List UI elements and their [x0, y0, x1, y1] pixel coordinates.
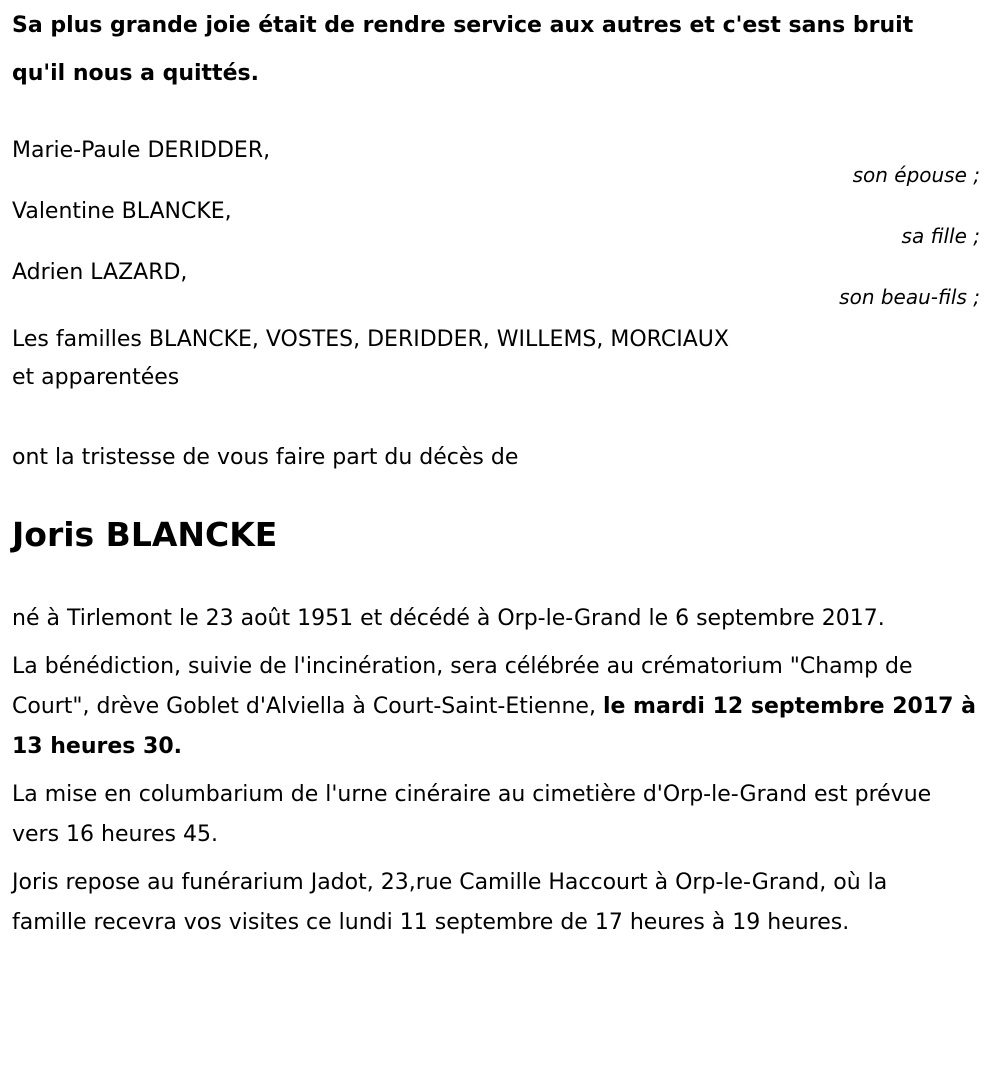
ceremony-info: [12, 647, 980, 767]
ceremony-text: La bénédiction, suivie de l'incinération, sera célébrée au crématorium "Champ de Court", drève Goblet d'Alviella à Court-Saint-Etienne,: [12, 654, 913, 719]
family-member: [12, 138, 980, 186]
family-member: [12, 260, 980, 308]
announcement: ont la tristesse de vous faire part du décès de: [12, 445, 519, 470]
visits-info: Joris repose au funérarium Jadot, 23,rue Camille Haccourt à Orp-le-Grand, où la famille recevra vos visites ce lundi 11 septembre de 17 heures à 19 heures.: [12, 870, 888, 935]
family-member-name: Valentine BLANCKE,: [12, 199, 232, 224]
family-member-relation: son beau-fils ;: [839, 285, 980, 309]
family-member-relation: son épouse ;: [852, 163, 980, 187]
intro-quote-end: qu'il nous a quittés.: [12, 61, 259, 86]
deceased-name: Joris BLANCKE: [12, 515, 278, 554]
other-families: Les familles BLANCKE, VOSTES, DERIDDER, WILLEMS, MORCIAUX et apparentées: [12, 327, 729, 390]
columbarium-info: La mise en columbarium de l'urne cinéraire au cimetière d'Orp-le-Grand est prévue vers 16 heures 45.: [12, 782, 932, 847]
family-member-name: Adrien LAZARD,: [12, 260, 188, 285]
family-member: [12, 199, 980, 247]
family-member-name: Marie-Paule DERIDDER,: [12, 138, 271, 163]
family-list: [12, 138, 980, 397]
birth-death-info: né à Tirlemont le 23 août 1951 et décédé à Orp-le-Grand le 6 septembre 2017.: [12, 606, 885, 631]
family-member-relation: sa fille ;: [901, 224, 980, 248]
intro-quote: Sa plus grande joie était de rendre service aux autres et c'est sans bruit: [12, 13, 914, 38]
ceremony-date: le mardi 12 septembre 2017 à 13 heures 30.: [12, 694, 976, 759]
